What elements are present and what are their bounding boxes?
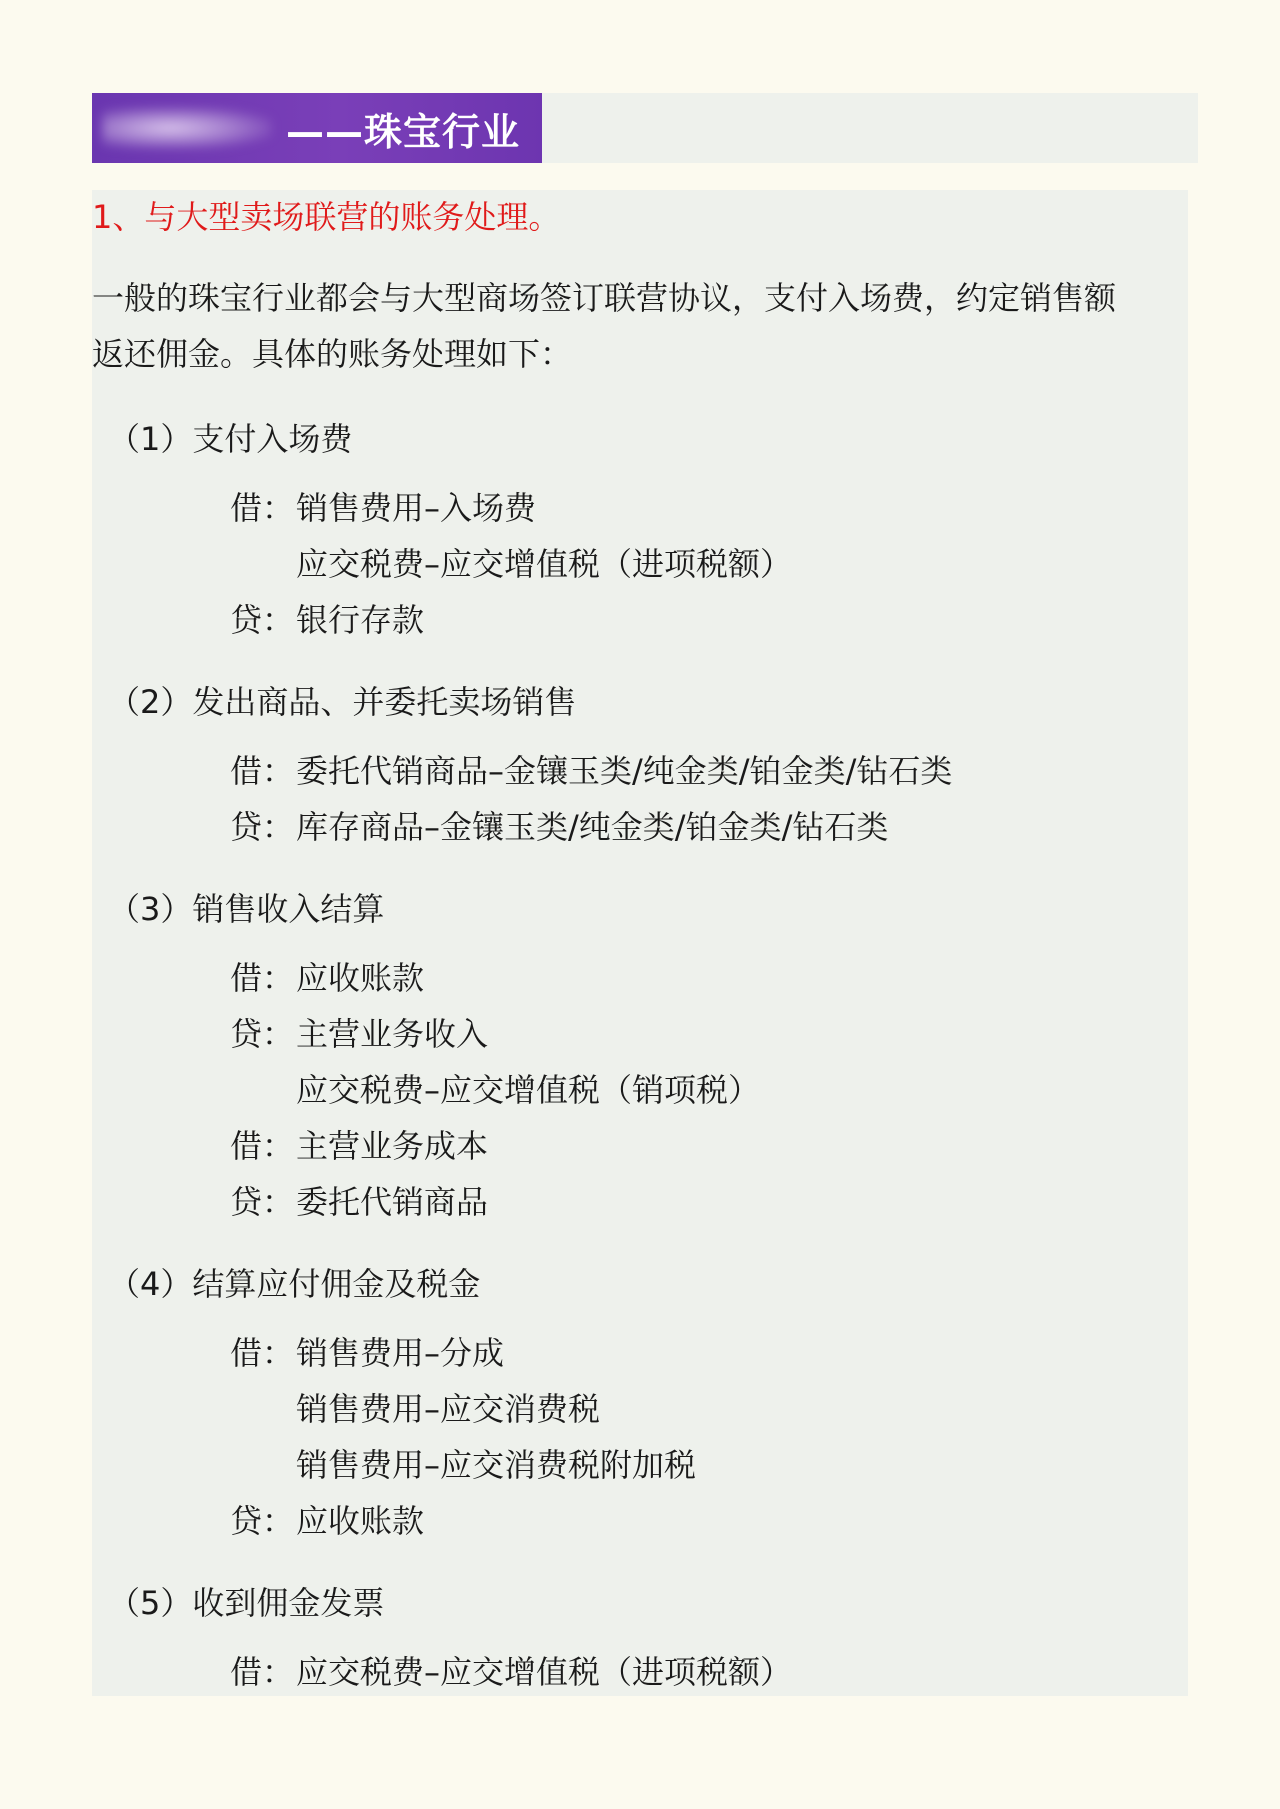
step-1-entry-2-text: 应交税费–应交增值税（进项税额） xyxy=(296,545,793,583)
step-3-entry-2-label: 贷： xyxy=(230,1015,295,1053)
step-1-title: （1）支付入场费 xyxy=(108,420,353,458)
page-title: ——珠宝行业 xyxy=(285,109,520,154)
step-3-entry-4-text: 主营业务成本 xyxy=(296,1127,489,1165)
step-3-entry-3-text: 应交税费–应交增值税（销项税） xyxy=(296,1071,761,1109)
step-5-entry-1-text: 应交税费–应交增值税（进项税额） xyxy=(296,1653,793,1691)
step-1-entry-1-label: 借： xyxy=(230,489,295,527)
step-5-title: （5）收到佣金发票 xyxy=(108,1584,385,1622)
step-3-entry-4-label: 借： xyxy=(230,1127,295,1165)
step-2-entry-1-label: 借： xyxy=(230,752,295,790)
step-2-title: （2）发出商品、并委托卖场销售 xyxy=(108,683,577,721)
step-5-entry-1-label: 借： xyxy=(230,1653,295,1691)
step-4-entry-4-text: 应收账款 xyxy=(296,1502,425,1540)
step-3-entry-1-text: 应收账款 xyxy=(296,959,425,997)
step-2-entry-2-label: 贷： xyxy=(230,808,295,846)
step-3-title: （3）销售收入结算 xyxy=(108,890,385,928)
step-3-entry-5-text: 委托代销商品 xyxy=(296,1183,489,1221)
intro-line-1: 一般的珠宝行业都会与大型商场签订联营协议，支付入场费，约定销售额 xyxy=(92,279,1117,317)
step-4-entry-1-label: 借： xyxy=(230,1334,295,1372)
section-title: 1、与大型卖场联营的账务处理。 xyxy=(92,198,561,236)
step-4-entry-4-label: 贷： xyxy=(230,1502,295,1540)
step-4-entry-1-text: 销售费用–分成 xyxy=(296,1334,505,1372)
intro-line-2: 返还佣金。具体的账务处理如下： xyxy=(92,335,573,373)
step-1-entry-1-text: 销售费用–入场费 xyxy=(296,489,537,527)
step-2-entry-2-text: 库存商品–金镶玉类/纯金类/铂金类/钻石类 xyxy=(296,808,889,846)
step-2-entry-1-text: 委托代销商品–金镶玉类/纯金类/铂金类/钻石类 xyxy=(296,752,953,790)
step-3-entry-1-label: 借： xyxy=(230,959,295,997)
intro-paragraph xyxy=(92,270,1192,382)
step-4-title: （4）结算应付佣金及税金 xyxy=(108,1265,481,1303)
step-3-entry-5-label: 贷： xyxy=(230,1183,295,1221)
step-4-entry-2-text: 销售费用–应交消费税 xyxy=(296,1390,601,1428)
header-title-banner xyxy=(92,93,542,163)
step-1-entry-3-text: 银行存款 xyxy=(296,601,425,639)
step-3-entry-2-text: 主营业务收入 xyxy=(296,1015,489,1053)
step-4-entry-3-text: 销售费用–应交消费税附加税 xyxy=(296,1446,697,1484)
step-1-entry-3-label: 贷： xyxy=(230,601,295,639)
blurred-logo xyxy=(102,107,272,149)
